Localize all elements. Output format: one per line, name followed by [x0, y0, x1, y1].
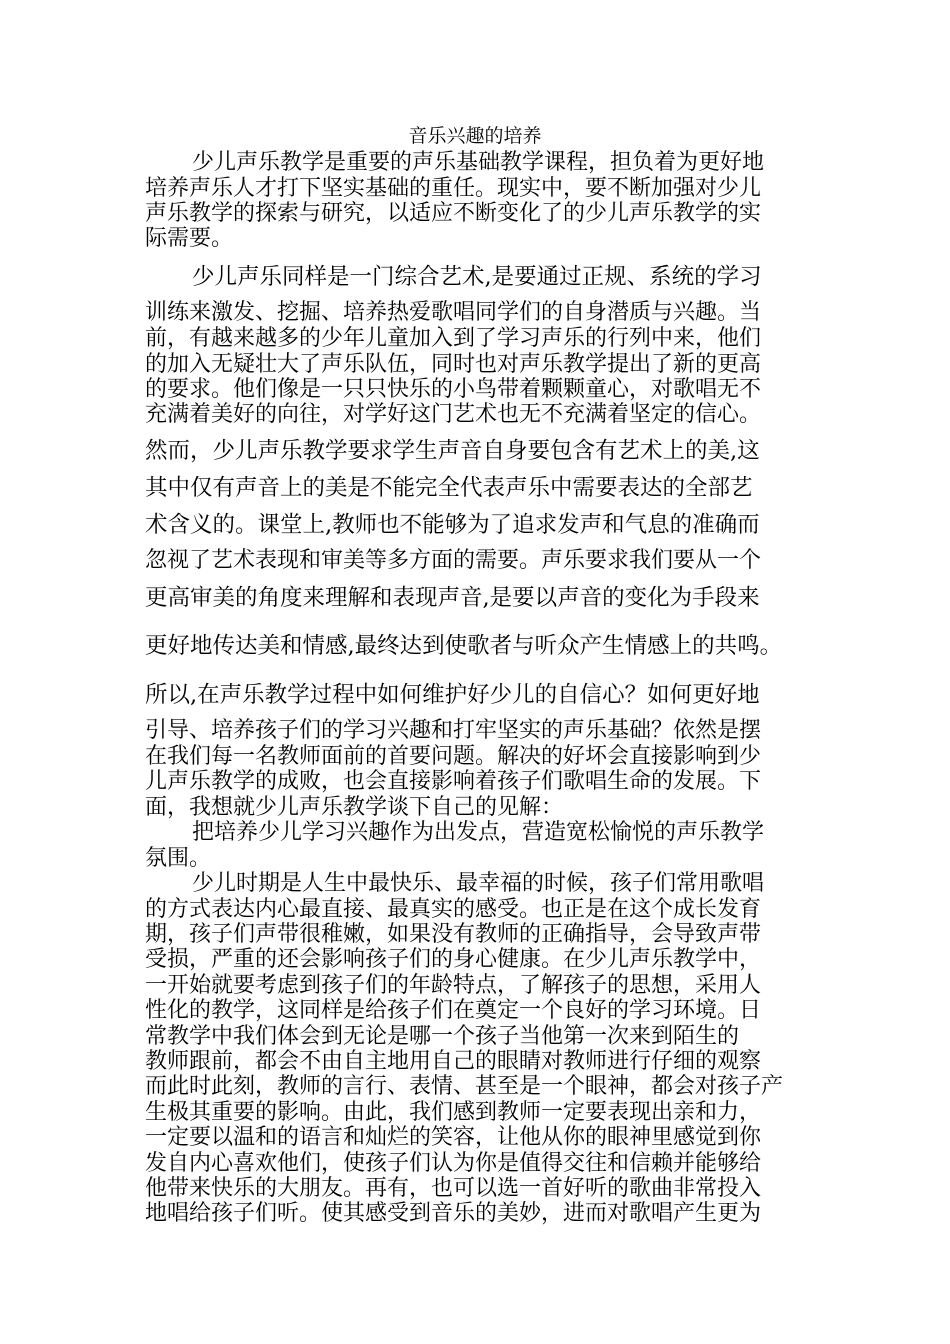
text-line: 儿声乐教学的成败，也会直接影响着孩子们歌唱生命的发展。下	[145, 769, 762, 794]
text-line: 少儿声乐教学是重要的声乐基础教学课程，担负着为更好地	[192, 150, 765, 175]
text-line: 在我们每一名教师面前的首要问题。解决的好坏会直接影响到少	[145, 744, 762, 769]
text-line: 一定要以温和的语言和灿烂的笑容，让他从你的眼神里感觉到你	[145, 1125, 762, 1150]
text-line: 氛围。	[145, 846, 212, 871]
text-line: 地唱给孩子们听。使其感受到音乐的美妙，进而对歌唱产生更为	[145, 1201, 762, 1226]
text-line: 其中仅有声音上的美是不能完全代表声乐中需要表达的全部艺	[145, 475, 753, 501]
text-line: 的方式表达内心最直接、最真实的感受。也正是在这个成长发育	[145, 897, 762, 922]
text-line: 一开始就要考虑到孩子们的年龄特点，了解孩子的思想，采用人	[145, 973, 762, 998]
text-line: 少儿时期是人生中最快乐、最幸福的时候，孩子们常用歌唱	[192, 871, 765, 896]
text-line: 少儿声乐同样是一门综合艺术,是要通过正规、系统的学习	[192, 264, 762, 290]
text-line: 性化的教学，这同样是给孩子们在奠定一个良好的学习环境。日	[145, 998, 762, 1023]
text-line: 术含义的。课堂上,教师也不能够为了追求发声和气息的准确而	[145, 512, 760, 538]
text-line: 受损，严重的还会影响孩子们的身心健康。在少儿声乐教学中，	[145, 947, 762, 972]
text-line: 所以,在声乐教学过程中如何维护好少儿的自信心？如何更好地	[145, 682, 760, 708]
text-line: 充满着美好的向往，对学好这门艺术也无不充满着坚定的信心。	[145, 402, 762, 427]
text-line: 然而，少儿声乐教学要求学生声音自身要包含有艺术上的美,这	[145, 438, 760, 464]
text-line: 面，我想就少儿声乐教学谈下自己的见解：	[145, 795, 564, 820]
text-line: 的加入无疑壮大了声乐队伍，同时也对声乐教学提出了新的更高	[145, 352, 762, 377]
text-line: 引导、培养孩子们的学习兴趣和打牢坚实的声乐基础？依然是摆	[145, 718, 762, 743]
text-line: 常教学中我们体会到无论是哪一个孩子当他第一次来到陌生的	[145, 1024, 740, 1049]
text-line: 前，有越来越多的少年儿童加入到了学习声乐的行列中来，他们	[145, 326, 762, 351]
text-line: 的要求。他们像是一只只快乐的小鸟带着颗颗童心，对歌唱无不	[145, 377, 762, 402]
text-line: 发自内心喜欢他们，使孩子们认为你是值得交往和信赖并能够给	[145, 1151, 762, 1176]
text-line: 际需要。	[145, 226, 234, 251]
text-line: 训练来激发、挖掘、培养热爱歌唱同学们的自身潜质与兴趣。当	[145, 300, 762, 325]
document-title: 音乐兴趣的培养	[408, 125, 542, 147]
text-line: 他带来快乐的大朋友。再有，也可以选一首好听的歌曲非常投入	[145, 1176, 762, 1201]
text-line: 更高审美的角度来理解和表现声音,是要以声音的变化为手段来	[145, 585, 760, 611]
text-line: 更好地传达美和情感,最终达到使歌者与听众产生情感上的共鸣。	[145, 633, 783, 659]
text-line: 忽视了艺术表现和审美等多方面的需要。声乐要求我们要从一个	[145, 548, 762, 573]
text-line: 而此时此刻，教师的言行、表情、甚至是一个眼神，都会对孩子产	[145, 1074, 784, 1099]
text-line: 培养声乐人才打下坚实基础的重任。现实中，要不断加强对少儿	[145, 176, 762, 201]
text-line: 生极其重要的影响。由此，我们感到教师一定要表现出亲和力，	[145, 1100, 762, 1125]
text-line: 教师跟前，都会不由自主地用自己的眼睛对教师进行仔细的观察	[145, 1049, 762, 1074]
text-line: 期，孩子们声带很稚嫩，如果没有教师的正确指导，会导致声带	[145, 922, 762, 947]
text-line: 声乐教学的探索与研究，以适应不断变化了的少儿声乐教学的实	[145, 201, 762, 226]
text-line: 把培养少儿学习兴趣作为出发点，营造宽松愉悦的声乐教学	[192, 820, 765, 845]
